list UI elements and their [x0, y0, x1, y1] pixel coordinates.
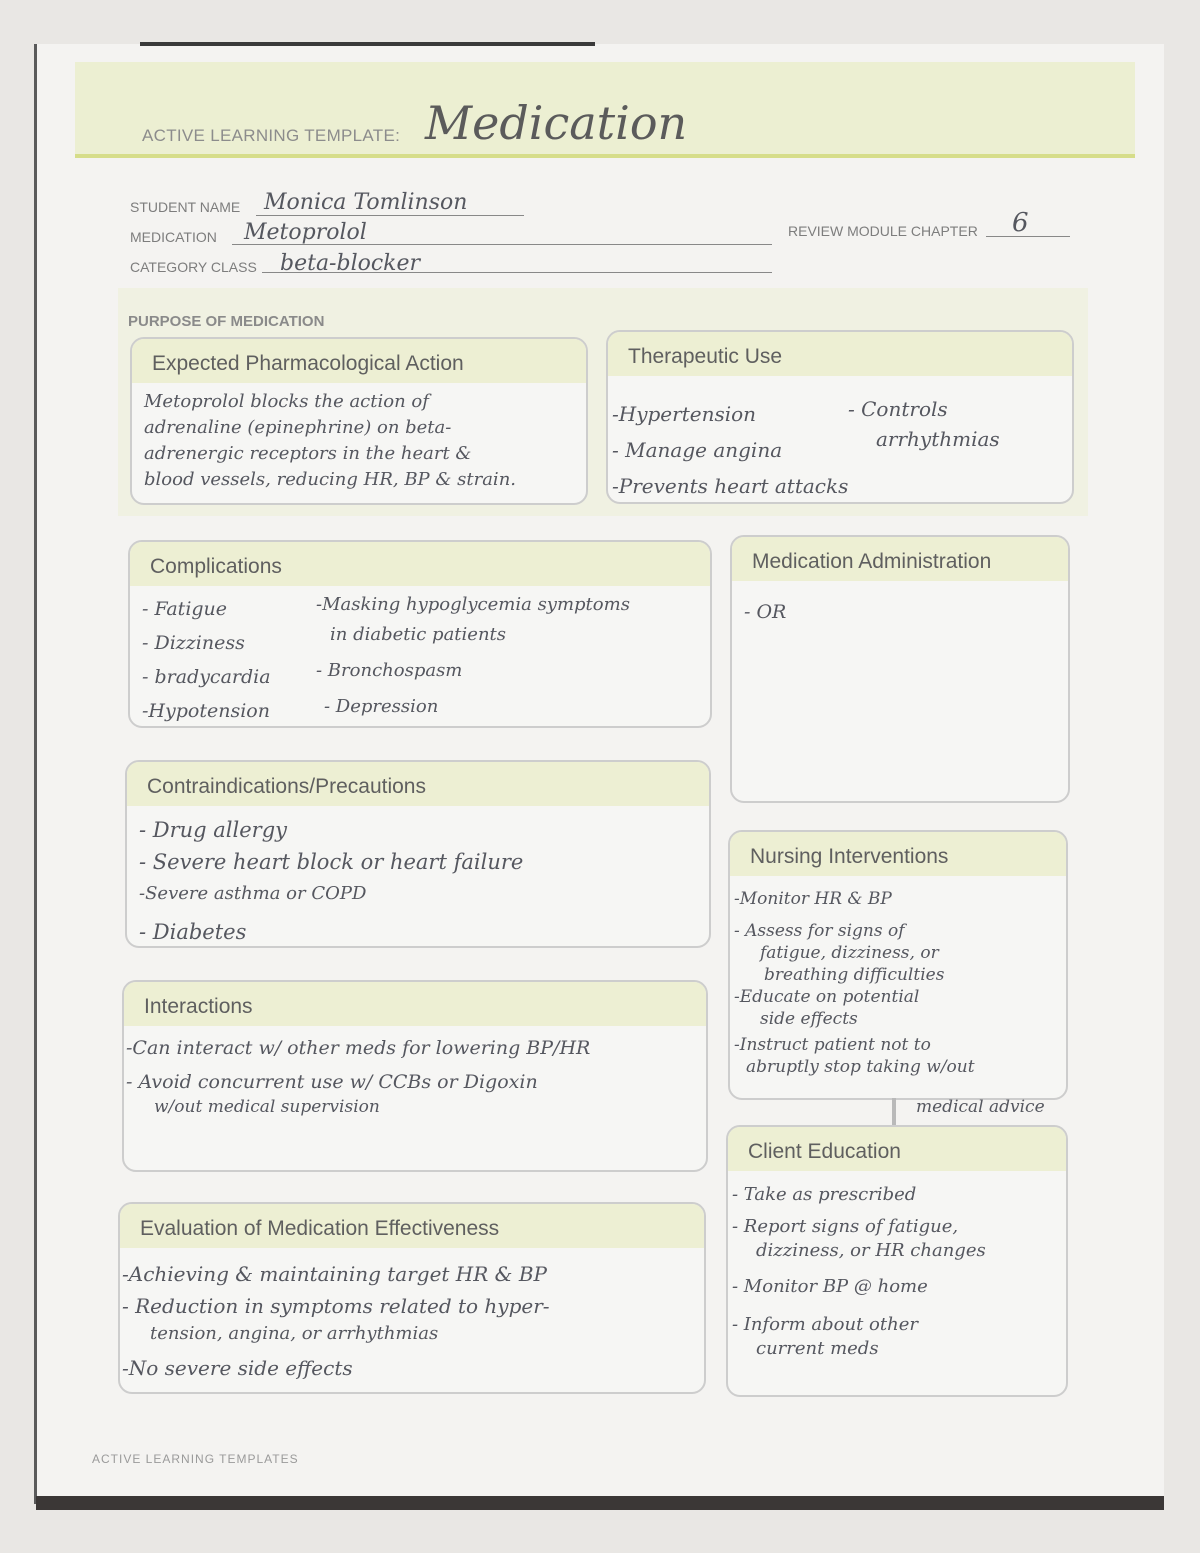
- education-line: current meds: [756, 1338, 879, 1359]
- complications-title: Complications: [150, 555, 282, 578]
- review-chapter-label: REVIEW MODULE CHAPTER: [788, 223, 978, 239]
- contraindication-item: - Diabetes: [139, 920, 247, 944]
- student-name-label: STUDENT NAME: [130, 199, 241, 215]
- therapeutic-use-side-line: arrhythmias: [876, 427, 1000, 451]
- education-line: - Monitor BP @ home: [732, 1276, 928, 1297]
- nursing-line: abruptly stop taking w/out: [746, 1057, 975, 1077]
- nursing-line: side effects: [760, 1009, 858, 1029]
- nursing-interventions-box[interactable]: [728, 830, 1068, 1100]
- education-line: - Report signs of fatigue,: [732, 1216, 959, 1237]
- expected-action-box[interactable]: [130, 337, 588, 505]
- nursing-line: -Instruct patient not to: [734, 1035, 931, 1055]
- client-education-title: Client Education: [748, 1140, 901, 1163]
- template-label: ACTIVE LEARNING TEMPLATE:: [142, 126, 401, 145]
- nursing-line: - Assess for signs of: [734, 921, 905, 941]
- interactions-box[interactable]: [122, 980, 708, 1172]
- nursing-line: -Monitor HR & BP: [734, 889, 892, 909]
- therapeutic-use-line: -Prevents heart attacks: [612, 474, 849, 498]
- administration-line: - OR: [744, 601, 787, 623]
- education-line: - Inform about other: [732, 1314, 918, 1335]
- top-rule: [140, 42, 595, 46]
- complication-item: - Depression: [324, 696, 439, 717]
- evaluation-line: - Reduction in symptoms related to hyper-: [122, 1294, 550, 1318]
- therapeutic-use-title: Therapeutic Use: [628, 345, 783, 368]
- evaluation-line: tension, angina, or arrhythmias: [150, 1323, 439, 1344]
- administration-title: Medication Administration: [752, 550, 992, 573]
- page-edge: [34, 44, 37, 1504]
- administration-box[interactable]: [730, 535, 1070, 803]
- expected-action-line: blood vessels, reducing HR, BP & strain.: [144, 469, 517, 490]
- education-line: - Take as prescribed: [732, 1184, 917, 1205]
- therapeutic-use-line: -Hypertension: [612, 402, 757, 426]
- complications-box[interactable]: [128, 540, 712, 728]
- complication-item: in diabetic patients: [330, 624, 507, 645]
- nursing-line: fatigue, dizziness, or: [760, 943, 939, 963]
- category-label: CATEGORY CLASS: [130, 259, 257, 275]
- expected-action-line: adrenaline (epinephrine) on beta-: [144, 417, 452, 438]
- complication-item: - bradycardia: [142, 666, 271, 688]
- category-value[interactable]: beta-blocker: [280, 251, 421, 276]
- nursing-interventions-title: Nursing Interventions: [750, 845, 949, 868]
- medication-label: MEDICATION: [130, 229, 217, 245]
- evaluation-line: -Achieving & maintaining target HR & BP: [122, 1262, 547, 1286]
- contraindications-box[interactable]: [125, 760, 711, 948]
- interaction-line: - Avoid concurrent use w/ CCBs or Digoxin: [126, 1071, 538, 1093]
- student-name-line: [256, 215, 524, 216]
- contraindication-item: - Severe heart block or heart failure: [139, 850, 524, 874]
- therapeutic-use-box[interactable]: [606, 330, 1074, 504]
- therapeutic-use-line: - Manage angina: [612, 438, 783, 462]
- interaction-line: w/out medical supervision: [154, 1097, 380, 1117]
- expected-action-title: Expected Pharmacological Action: [152, 352, 464, 375]
- page-title: Medication: [425, 96, 688, 150]
- evaluation-box[interactable]: [118, 1202, 706, 1394]
- interactions-title: Interactions: [144, 995, 253, 1018]
- nursing-line: breathing difficulties: [764, 965, 945, 985]
- contraindication-item: -Severe asthma or COPD: [139, 883, 367, 904]
- complication-item: -Masking hypoglycemia symptoms: [316, 594, 630, 615]
- expected-action-line: Metoprolol blocks the action of: [144, 391, 429, 412]
- interaction-line: -Can interact w/ other meds for lowering BP/HR: [126, 1037, 591, 1059]
- nursing-line: -Educate on potential: [734, 987, 920, 1007]
- complication-item: - Dizziness: [142, 632, 245, 654]
- expected-action-line: adrenergic receptors in the heart &: [144, 443, 472, 464]
- review-chapter-value[interactable]: 6: [1012, 208, 1029, 238]
- contraindications-title: Contraindications/Precautions: [147, 775, 426, 798]
- footer-label: ACTIVE LEARNING TEMPLATES: [92, 1452, 299, 1466]
- bottom-edge: [36, 1496, 1164, 1510]
- purpose-label: PURPOSE OF MEDICATION: [128, 313, 325, 330]
- connector: [892, 1098, 896, 1126]
- student-name-value[interactable]: Monica Tomlinson: [264, 190, 468, 215]
- complication-item: - Bronchospasm: [316, 660, 463, 681]
- therapeutic-use-side-line: - Controls: [848, 397, 948, 421]
- complication-item: - Fatigue: [142, 598, 228, 620]
- medication-value[interactable]: Metoprolol: [244, 220, 367, 245]
- evaluation-line: -No severe side effects: [122, 1356, 353, 1380]
- evaluation-title: Evaluation of Medication Effectiveness: [140, 1217, 500, 1240]
- nursing-line-overflow: medical advice: [916, 1097, 1045, 1117]
- education-line: dizziness, or HR changes: [756, 1240, 986, 1261]
- client-education-box[interactable]: [726, 1125, 1068, 1397]
- contraindication-item: - Drug allergy: [139, 818, 288, 842]
- complication-item: -Hypotension: [142, 700, 270, 722]
